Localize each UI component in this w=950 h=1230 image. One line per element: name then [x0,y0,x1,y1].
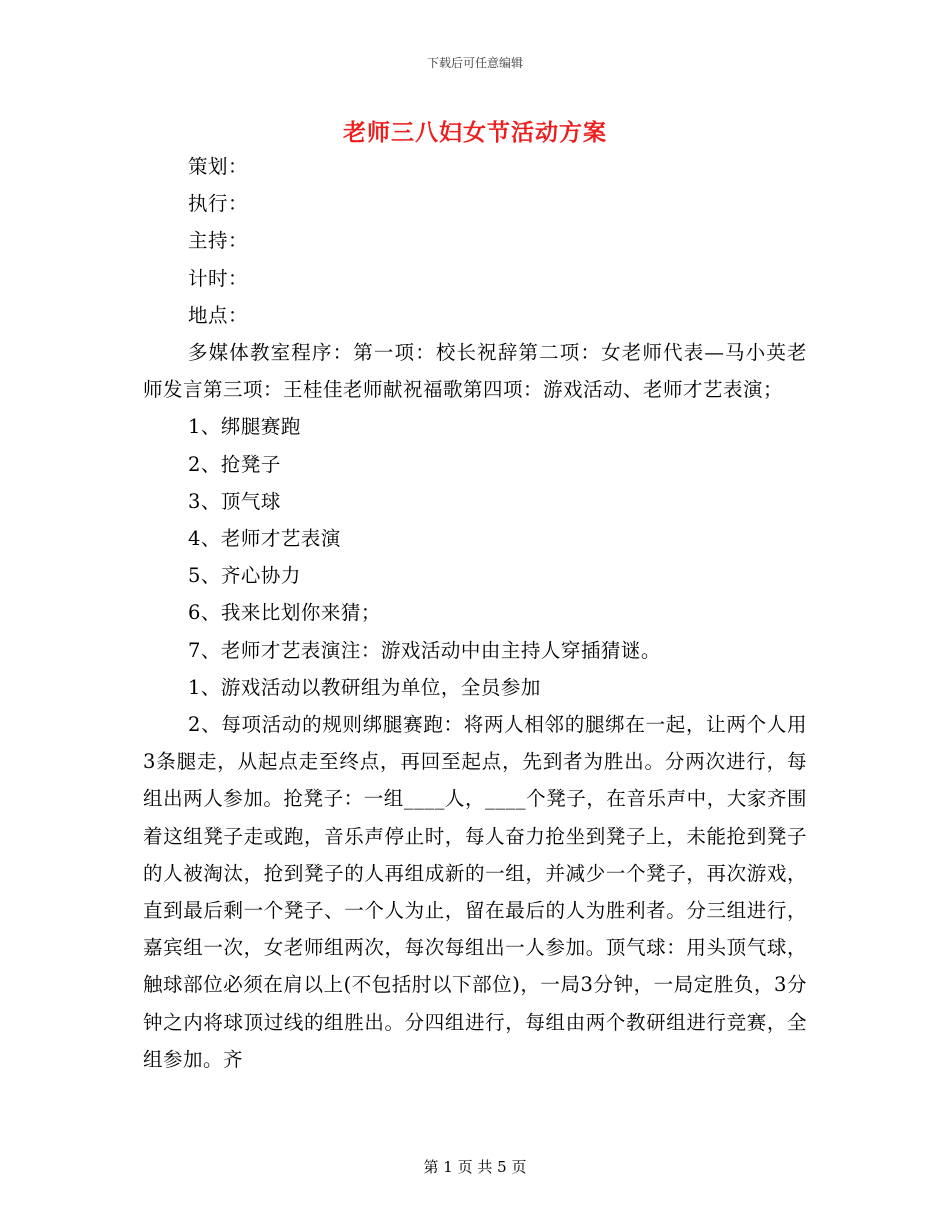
document-body [143,148,807,1078]
paragraph-timer: 计时： [188,266,249,290]
paragraph-host: 主持： [188,229,249,253]
rule-item: 2、每项活动的规则绑腿赛跑：将两人相邻的腿绑在一起，让两个人用3条腿走，从起点走至终点，再回至起点，先到者为胜出。分两次进行，每组出两人参加。抢凳子：一组____人，____个凳子，在音乐声中，大家齐围着这组凳子走或跑，音乐声停止时，每人奋力抢坐到凳子上，未能抢到凳子的人被淘汰，抢到凳子的人再组成新的一组，并减少一个凳子，再次游戏，直到最后剩一个凳子、一个人为止，留在最后的人为胜利者。分三组进行，嘉宾组一次，女老师组两次，每次每组出一人参加。顶气球：用头顶气球，触球部位必须在肩以上(不包括肘以下部位)，一局3分钟，一局定胜负，3分钟之内将球顶过线的组胜出。分四组进行，每组由两个教研组进行竞赛，全组参加。齐 [143,713,807,1071]
paragraph-location: 地点： [188,303,249,327]
document-title: 老师三八妇女节活动方案 [343,119,607,146]
page-number: 第 1 页 共 5 页 [423,1158,527,1176]
paragraph-executor: 执行： [188,192,249,216]
list-item: 1、绑腿赛跑 [188,415,301,439]
paragraph-planner: 策划： [188,155,249,178]
list-item: 6、我来比划你来猜； [188,601,381,625]
list-item: 3、顶气球 [188,489,281,513]
list-item: 7、老师才艺表演注：游戏活动中由主持人穿插猜谜。 [188,638,661,662]
list-item: 2、抢凳子 [188,452,281,476]
rule-item: 1、游戏活动以教研组为单位，全员参加 [188,675,541,699]
header-note: 下载后可任意编辑 [426,56,523,70]
list-item: 5、齐心协力 [188,564,301,588]
paragraph-program: 多媒体教室程序：第一项：校长祝辞第二项：女老师代表—马小英老师发言第三项：王桂佳老师献祝福歌第四项：游戏活动、老师才艺表演； [143,341,807,402]
list-item: 4、老师才艺表演 [188,527,341,551]
